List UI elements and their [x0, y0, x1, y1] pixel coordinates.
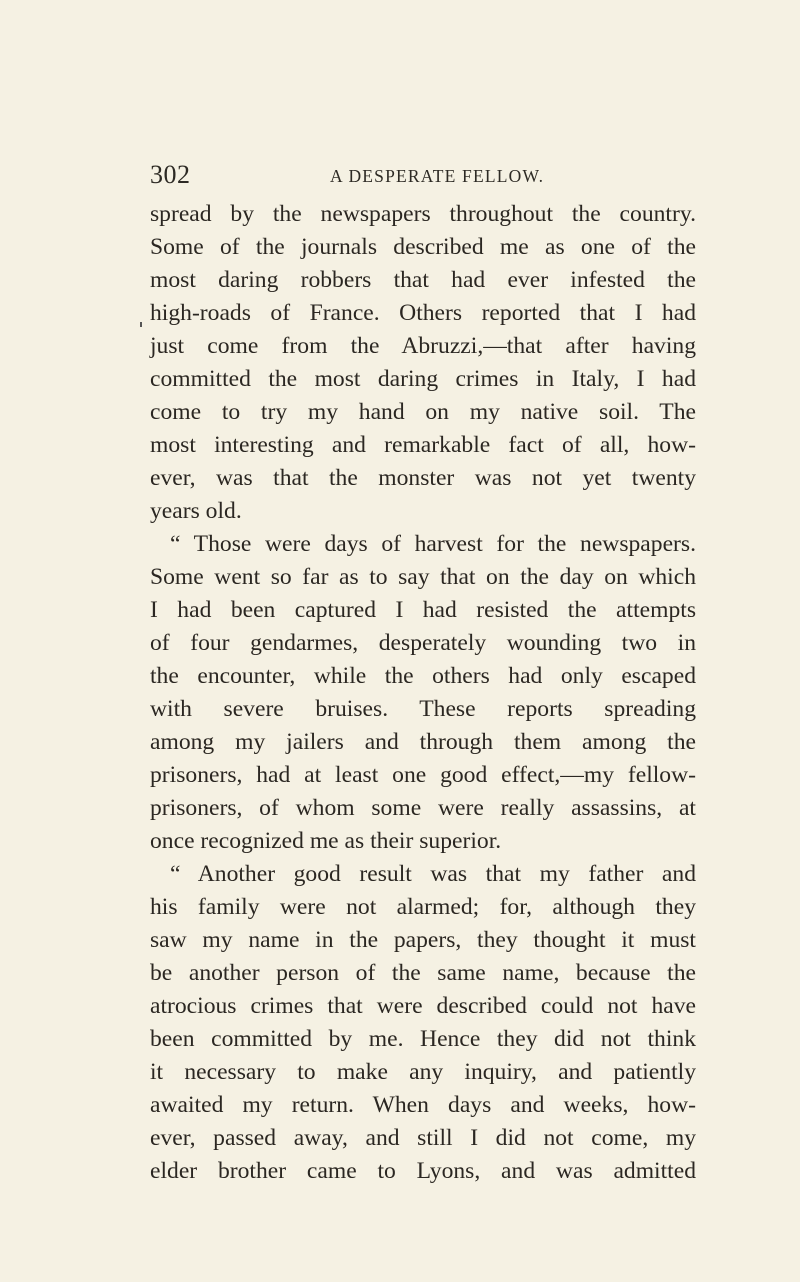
text-line: Some went so far as to say that on the day on which [150, 564, 696, 590]
text-line: ever, passed away, and still I did not come, my [150, 1125, 696, 1151]
text-line: spread by the newspapers throughout the country. [150, 201, 696, 227]
text-line: committed the most daring crimes in Italy, I had [150, 366, 696, 392]
text-line: of four gendarmes, desperately wounding two in [150, 630, 696, 656]
margin-mark [140, 322, 142, 327]
text-line: awaited my return. When days and weeks, how- [150, 1092, 696, 1118]
page-number: 302 [150, 160, 191, 189]
text-line: the encounter, while the others had only escaped [150, 663, 696, 689]
text-line: atrocious crimes that were described could not have [150, 993, 696, 1019]
body-text [150, 198, 696, 1188]
paragraph-start-line: “ Those were days of harvest for the newspapers. [170, 531, 696, 557]
text-line: elder brother came to Lyons, and was admitted [150, 1158, 696, 1184]
text-line: come to try my hand on my native soil. The [150, 399, 696, 425]
running-head [150, 160, 690, 192]
text-line: once recognized me as their superior. [150, 828, 502, 854]
text-line: years old. [150, 498, 242, 524]
text-line: among my jailers and through them among the [150, 729, 696, 755]
running-title: A DESPERATE FELLOW. [330, 166, 545, 186]
text-line: Some of the journals described me as one of the [150, 234, 696, 260]
text-line: just come from the Abruzzi,—that after having [150, 333, 696, 359]
text-line: saw my name in the papers, they thought it must [150, 927, 696, 953]
text-line: his family were not alarmed; for, although they [150, 894, 696, 920]
text-line: ever, was that the monster was not yet twenty [150, 465, 696, 491]
text-line: high-roads of France. Others reported that I had [150, 300, 696, 326]
text-line: been committed by me. Hence they did not think [150, 1026, 696, 1052]
text-line: most daring robbers that had ever infested the [150, 267, 696, 293]
text-line: most interesting and remarkable fact of all, how- [150, 432, 696, 458]
text-line: I had been captured I had resisted the attempts [150, 597, 696, 623]
text-line: prisoners, of whom some were really assassins, at [150, 795, 696, 821]
text-line: prisoners, had at least one good effect,—my fellow- [150, 762, 696, 788]
text-line: it necessary to make any inquiry, and patiently [150, 1059, 696, 1085]
paragraph-start-line: “ Another good result was that my father and [170, 861, 696, 887]
text-line: be another person of the same name, because the [150, 960, 696, 986]
text-line: with severe bruises. These reports spreading [150, 696, 696, 722]
